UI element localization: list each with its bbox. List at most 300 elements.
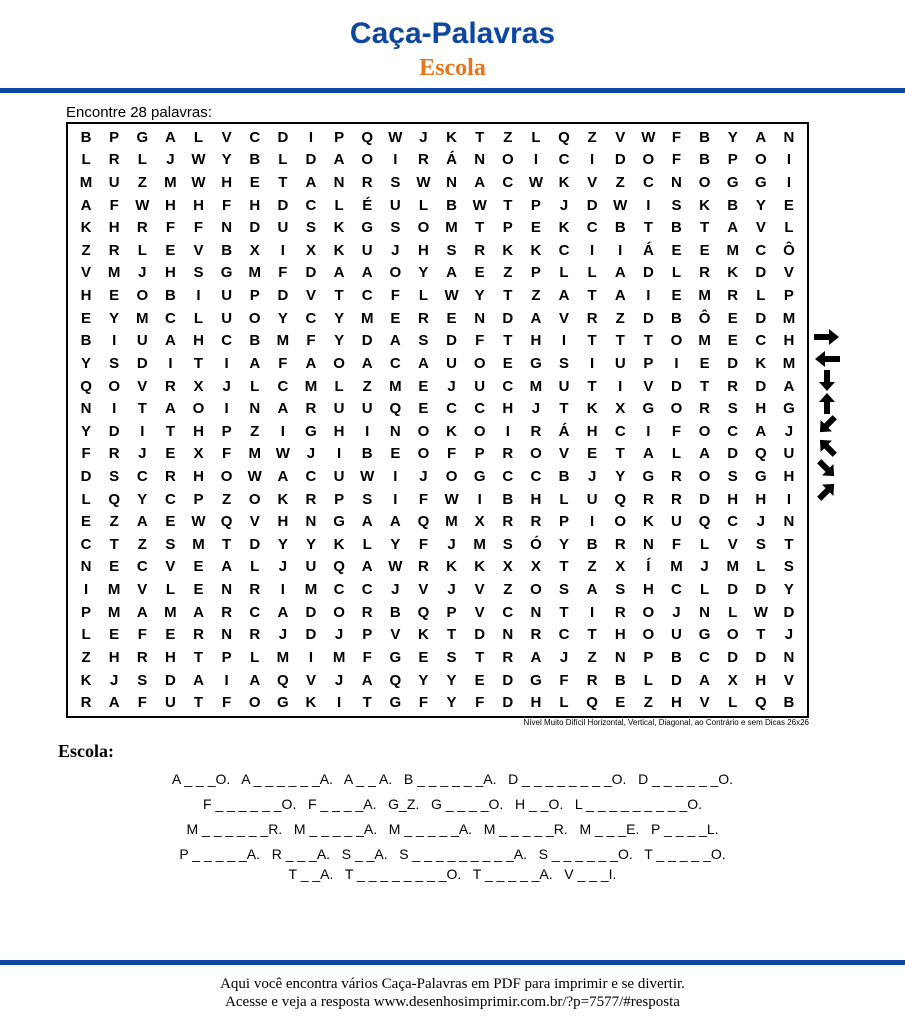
grid-cell[interactable]: H	[164, 648, 176, 666]
grid-cell[interactable]: D	[502, 694, 514, 712]
grid-cell[interactable]: O	[614, 513, 627, 531]
grid-cell[interactable]: T	[700, 377, 710, 395]
grid-cell[interactable]: G	[530, 671, 542, 689]
grid-cell[interactable]: C	[530, 468, 542, 486]
grid-cell[interactable]: R	[586, 309, 598, 327]
grid-cell[interactable]: O	[417, 219, 430, 237]
grid-cell[interactable]: F	[81, 445, 91, 463]
grid-cell[interactable]: A	[558, 287, 570, 305]
grid-cell[interactable]: C	[446, 400, 457, 418]
grid-cell[interactable]: J	[784, 626, 794, 644]
grid-cell[interactable]: J	[447, 535, 456, 553]
grid-cell[interactable]: I	[280, 241, 285, 259]
grid-cell[interactable]: R	[108, 241, 120, 259]
grid-cell[interactable]: I	[168, 354, 173, 372]
grid-cell[interactable]: G	[754, 468, 767, 486]
grid-cell[interactable]: R	[586, 671, 598, 689]
grid-cell[interactable]: E	[530, 219, 541, 237]
grid-cell[interactable]: L	[250, 377, 260, 395]
grid-cell[interactable]: T	[137, 400, 147, 418]
grid-cell[interactable]: T	[109, 535, 119, 553]
grid-cell[interactable]: C	[136, 468, 148, 486]
grid-cell[interactable]: T	[503, 196, 513, 214]
grid-cell[interactable]: H	[333, 422, 345, 440]
grid-cell[interactable]: V	[305, 671, 316, 689]
grid-cell[interactable]: J	[756, 513, 765, 531]
grid-cell[interactable]: B	[80, 332, 92, 350]
grid-cell[interactable]: G	[783, 400, 795, 418]
grid-cell[interactable]: P	[474, 445, 485, 463]
grid-cell[interactable]: N	[389, 422, 401, 440]
grid-cell[interactable]: I	[646, 422, 651, 440]
grid-cell[interactable]: K	[474, 558, 486, 576]
grid-cell[interactable]: A	[361, 671, 373, 689]
grid-cell[interactable]: I	[196, 287, 201, 305]
grid-cell[interactable]: B	[558, 468, 570, 486]
grid-cell[interactable]: W	[641, 128, 656, 146]
grid-cell[interactable]: Í	[646, 558, 651, 576]
grid-cell[interactable]: T	[587, 626, 597, 644]
grid-cell[interactable]: Q	[586, 694, 598, 712]
grid-cell[interactable]: C	[586, 219, 598, 237]
grid-cell[interactable]: N	[221, 219, 233, 237]
grid-cell[interactable]: J	[109, 671, 119, 689]
grid-cell[interactable]: B	[221, 241, 233, 259]
grid-cell[interactable]: Z	[531, 287, 541, 305]
grid-cell[interactable]: J	[531, 400, 541, 418]
grid-cell[interactable]: E	[418, 400, 429, 418]
grid-cell[interactable]: J	[306, 445, 316, 463]
grid-cell[interactable]: I	[224, 671, 229, 689]
grid-cell[interactable]: K	[699, 196, 710, 214]
grid-cell[interactable]: E	[81, 309, 92, 327]
grid-cell[interactable]: Z	[222, 490, 232, 508]
grid-cell[interactable]: Y	[305, 535, 316, 553]
grid-cell[interactable]: K	[558, 174, 570, 192]
grid-cell[interactable]: D	[586, 196, 598, 214]
grid-cell[interactable]: L	[559, 264, 569, 282]
grid-cell[interactable]: G	[698, 626, 711, 644]
grid-cell[interactable]: M	[726, 558, 739, 576]
grid-cell[interactable]: K	[727, 264, 739, 282]
grid-cell[interactable]: Z	[503, 581, 513, 599]
grid-cell[interactable]: R	[502, 445, 514, 463]
grid-cell[interactable]: W	[360, 468, 375, 486]
grid-cell[interactable]: R	[305, 490, 317, 508]
grid-cell[interactable]: L	[250, 558, 260, 576]
grid-cell[interactable]: T	[503, 287, 513, 305]
grid-cell[interactable]: B	[614, 219, 626, 237]
grid-cell[interactable]: S	[193, 264, 204, 282]
grid-cell[interactable]: T	[587, 332, 597, 350]
grid-cell[interactable]: P	[727, 151, 738, 169]
grid-cell[interactable]: U	[361, 400, 373, 418]
grid-cell[interactable]: O	[248, 309, 261, 327]
grid-cell[interactable]: I	[308, 648, 314, 666]
grid-cell[interactable]: Q	[417, 603, 430, 621]
grid-cell[interactable]: M	[332, 648, 346, 666]
grid-cell[interactable]: T	[475, 128, 485, 146]
grid-cell[interactable]: I	[533, 151, 538, 169]
grid-cell[interactable]: T	[165, 422, 175, 440]
grid-cell[interactable]: G	[333, 513, 345, 531]
grid-cell[interactable]: S	[390, 174, 401, 192]
grid-cell[interactable]: V	[81, 264, 92, 282]
grid-cell[interactable]: C	[305, 196, 317, 214]
grid-cell[interactable]: C	[80, 535, 92, 553]
grid-cell[interactable]: U	[671, 513, 682, 531]
grid-cell[interactable]: W	[388, 558, 403, 576]
grid-cell[interactable]: D	[277, 287, 289, 305]
grid-cell[interactable]: P	[334, 490, 345, 508]
grid-cell[interactable]: V	[615, 128, 626, 146]
grid-cell[interactable]: I	[786, 151, 792, 169]
grid-cell[interactable]: Y	[221, 151, 232, 169]
grid-cell[interactable]: D	[699, 490, 710, 508]
grid-cell[interactable]: F	[137, 694, 147, 712]
grid-cell[interactable]: L	[700, 535, 710, 553]
grid-cell[interactable]: R	[80, 694, 92, 712]
grid-cell[interactable]: L	[165, 581, 175, 599]
grid-cell[interactable]: Z	[643, 694, 653, 712]
grid-cell[interactable]: M	[276, 648, 290, 666]
grid-cell[interactable]: R	[418, 309, 429, 327]
grid-cell[interactable]: R	[164, 468, 176, 486]
grid-cell[interactable]: L	[418, 287, 429, 305]
grid-cell[interactable]: G	[220, 264, 233, 282]
grid-cell[interactable]: H	[193, 422, 204, 440]
grid-cell[interactable]: H	[502, 400, 514, 418]
grid-cell[interactable]: D	[474, 626, 486, 644]
grid-cell[interactable]: V	[587, 174, 598, 192]
grid-cell[interactable]: D	[502, 309, 514, 327]
grid-cell[interactable]: F	[193, 219, 204, 237]
grid-cell[interactable]: N	[614, 648, 626, 666]
grid-cell[interactable]: H	[755, 490, 767, 508]
grid-cell[interactable]: V	[559, 445, 570, 463]
grid-cell[interactable]: H	[108, 219, 120, 237]
grid-cell[interactable]: B	[249, 151, 261, 169]
grid-cell[interactable]: Z	[250, 422, 260, 440]
grid-cell[interactable]: C	[305, 309, 317, 327]
grid-cell[interactable]: S	[446, 648, 457, 666]
grid-cell[interactable]: H	[193, 332, 204, 350]
grid-cell[interactable]: M	[670, 558, 683, 576]
grid-cell[interactable]: R	[530, 422, 542, 440]
grid-cell[interactable]: Z	[615, 309, 625, 327]
grid-cell[interactable]: N	[249, 400, 261, 418]
grid-cell[interactable]: E	[81, 513, 92, 531]
grid-cell[interactable]: D	[249, 219, 261, 237]
grid-cell[interactable]: Q	[389, 671, 402, 689]
grid-cell[interactable]: Z	[587, 648, 597, 666]
grid-cell[interactable]: O	[220, 468, 233, 486]
grid-cell[interactable]: A	[361, 354, 373, 372]
grid-cell[interactable]: M	[276, 332, 290, 350]
grid-cell[interactable]: T	[587, 377, 597, 395]
grid-cell[interactable]: W	[275, 445, 290, 463]
grid-cell[interactable]: H	[164, 196, 176, 214]
grid-cell[interactable]: I	[83, 581, 89, 599]
grid-cell[interactable]: R	[221, 603, 233, 621]
grid-cell[interactable]: K	[446, 422, 457, 440]
grid-cell[interactable]: A	[164, 400, 176, 418]
grid-cell[interactable]: H	[80, 287, 92, 305]
grid-cell[interactable]: D	[755, 309, 767, 327]
grid-cell[interactable]: N	[333, 174, 345, 192]
grid-cell[interactable]: Y	[783, 581, 794, 599]
grid-cell[interactable]: A	[755, 422, 767, 440]
grid-cell[interactable]: E	[109, 287, 120, 305]
grid-cell[interactable]: I	[280, 581, 285, 599]
grid-cell[interactable]: A	[446, 264, 457, 282]
grid-cell[interactable]: L	[559, 490, 569, 508]
grid-cell[interactable]: D	[755, 648, 767, 666]
grid-cell[interactable]: H	[586, 422, 598, 440]
grid-cell[interactable]: C	[361, 287, 373, 305]
grid-cell[interactable]: O	[136, 287, 149, 305]
grid-cell[interactable]: D	[446, 332, 457, 350]
grid-cell[interactable]: O	[361, 151, 374, 169]
grid-cell[interactable]: Y	[109, 309, 120, 327]
grid-cell[interactable]: F	[165, 219, 175, 237]
grid-cell[interactable]: V	[221, 128, 232, 146]
grid-cell[interactable]: O	[698, 422, 711, 440]
grid-cell[interactable]: P	[334, 128, 345, 146]
grid-cell[interactable]: P	[643, 648, 654, 666]
grid-cell[interactable]: K	[755, 354, 767, 372]
grid-cell[interactable]: A	[193, 603, 204, 621]
grid-cell[interactable]: F	[418, 535, 429, 553]
grid-cell[interactable]: B	[502, 490, 514, 508]
grid-cell[interactable]: L	[81, 151, 91, 169]
grid-cell[interactable]: T	[475, 648, 485, 666]
grid-cell[interactable]: M	[79, 174, 93, 192]
grid-cell[interactable]: K	[586, 400, 598, 418]
grid-cell[interactable]: L	[756, 287, 766, 305]
grid-cell[interactable]: M	[698, 332, 711, 350]
grid-cell[interactable]: C	[699, 648, 710, 666]
grid-cell[interactable]: J	[334, 626, 344, 644]
grid-cell[interactable]: W	[528, 174, 543, 192]
grid-cell[interactable]: J	[419, 468, 428, 486]
grid-cell[interactable]: A	[305, 174, 317, 192]
grid-cell[interactable]: W	[388, 128, 403, 146]
grid-cell[interactable]: N	[783, 128, 795, 146]
grid-cell[interactable]: M	[782, 354, 796, 372]
grid-cell[interactable]: R	[502, 513, 514, 531]
grid-cell[interactable]: F	[475, 694, 485, 712]
grid-cell[interactable]: I	[646, 196, 651, 214]
grid-cell[interactable]: F	[418, 490, 429, 508]
grid-cell[interactable]: O	[248, 490, 261, 508]
grid-cell[interactable]: I	[224, 354, 229, 372]
grid-cell[interactable]: D	[671, 377, 682, 395]
grid-cell[interactable]: D	[305, 626, 317, 644]
grid-cell[interactable]: Z	[81, 241, 91, 259]
grid-cell[interactable]: L	[193, 309, 204, 327]
grid-cell[interactable]: F	[390, 287, 400, 305]
grid-cell[interactable]: D	[642, 309, 654, 327]
grid-cell[interactable]: E	[390, 445, 401, 463]
grid-cell[interactable]: Q	[80, 377, 92, 395]
grid-cell[interactable]: H	[755, 671, 767, 689]
grid-cell[interactable]: D	[277, 196, 289, 214]
grid-cell[interactable]: O	[530, 445, 542, 463]
grid-cell[interactable]: R	[108, 151, 120, 169]
grid-cell[interactable]: C	[249, 128, 261, 146]
grid-cell[interactable]: V	[783, 671, 794, 689]
grid-cell[interactable]: C	[305, 468, 317, 486]
grid-cell[interactable]: A	[193, 671, 204, 689]
grid-cell[interactable]: I	[140, 422, 145, 440]
grid-cell[interactable]: C	[558, 626, 570, 644]
grid-cell[interactable]: L	[334, 196, 344, 214]
grid-cell[interactable]: E	[671, 287, 682, 305]
grid-cell[interactable]: G	[530, 354, 542, 372]
grid-cell[interactable]: A	[108, 694, 120, 712]
grid-cell[interactable]: T	[784, 535, 794, 553]
grid-cell[interactable]: Y	[390, 535, 401, 553]
grid-cell[interactable]: T	[222, 535, 232, 553]
grid-cell[interactable]: U	[108, 174, 120, 192]
grid-cell[interactable]: K	[333, 535, 345, 553]
grid-cell[interactable]: R	[418, 151, 429, 169]
grid-cell[interactable]: O	[698, 174, 711, 192]
grid-cell[interactable]: B	[671, 219, 682, 237]
grid-cell[interactable]: J	[391, 241, 400, 259]
grid-cell[interactable]: H	[193, 196, 204, 214]
grid-cell[interactable]: M	[192, 535, 205, 553]
grid-cell[interactable]: Y	[277, 309, 288, 327]
grid-cell[interactable]: U	[558, 377, 570, 395]
grid-cell[interactable]: R	[136, 219, 148, 237]
grid-cell[interactable]: N	[80, 558, 92, 576]
grid-cell[interactable]: V	[193, 241, 204, 259]
grid-cell[interactable]: M	[164, 174, 177, 192]
grid-cell[interactable]: W	[444, 490, 459, 508]
grid-cell[interactable]: I	[393, 468, 398, 486]
grid-cell[interactable]: H	[642, 581, 654, 599]
grid-cell[interactable]: J	[447, 377, 456, 395]
grid-cell[interactable]: W	[191, 151, 206, 169]
grid-cell[interactable]: G	[305, 422, 317, 440]
grid-cell[interactable]: A	[614, 287, 626, 305]
grid-cell[interactable]: V	[474, 581, 485, 599]
grid-cell[interactable]: T	[756, 626, 766, 644]
grid-cell[interactable]: S	[559, 354, 570, 372]
grid-cell[interactable]: Ô	[698, 309, 711, 327]
grid-cell[interactable]: A	[699, 671, 710, 689]
grid-cell[interactable]: X	[530, 558, 541, 576]
grid-cell[interactable]: A	[530, 648, 542, 666]
grid-cell[interactable]: T	[700, 219, 710, 237]
grid-cell[interactable]: D	[249, 535, 261, 553]
grid-cell[interactable]: I	[786, 490, 792, 508]
grid-cell[interactable]: N	[474, 151, 486, 169]
grid-cell[interactable]: B	[783, 694, 795, 712]
grid-cell[interactable]: D	[108, 422, 120, 440]
grid-cell[interactable]: I	[561, 332, 567, 350]
grid-cell[interactable]: L	[362, 535, 372, 553]
grid-cell[interactable]: J	[587, 468, 597, 486]
grid-cell[interactable]: O	[642, 626, 655, 644]
grid-cell[interactable]: U	[783, 445, 795, 463]
grid-cell[interactable]: I	[112, 332, 117, 350]
grid-cell[interactable]: F	[222, 445, 232, 463]
grid-cell[interactable]: O	[530, 581, 542, 599]
grid-cell[interactable]: C	[164, 490, 176, 508]
grid-cell[interactable]: D	[614, 151, 626, 169]
grid-cell[interactable]: R	[642, 490, 654, 508]
grid-cell[interactable]: J	[138, 445, 147, 463]
grid-cell[interactable]: F	[278, 264, 288, 282]
grid-cell[interactable]: O	[670, 332, 683, 350]
grid-cell[interactable]: J	[166, 151, 175, 169]
grid-cell[interactable]: C	[671, 581, 682, 599]
grid-cell[interactable]: L	[137, 151, 147, 169]
grid-cell[interactable]: Q	[361, 128, 374, 146]
grid-cell[interactable]: T	[193, 354, 204, 372]
grid-cell[interactable]: D	[755, 377, 767, 395]
grid-cell[interactable]: C	[333, 581, 345, 599]
grid-cell[interactable]: N	[642, 535, 654, 553]
grid-cell[interactable]: Q	[417, 513, 430, 531]
grid-cell[interactable]: C	[221, 332, 233, 350]
grid-cell[interactable]: C	[389, 354, 401, 372]
grid-cell[interactable]: R	[164, 377, 176, 395]
grid-cell[interactable]: P	[530, 264, 541, 282]
grid-cell[interactable]: N	[783, 513, 795, 531]
grid-cell[interactable]: W	[135, 196, 150, 214]
grid-cell[interactable]: E	[474, 671, 485, 689]
grid-cell[interactable]: R	[699, 264, 710, 282]
grid-cell[interactable]: M	[360, 309, 374, 327]
grid-cell[interactable]: A	[249, 671, 261, 689]
grid-cell[interactable]: F	[475, 332, 485, 350]
grid-cell[interactable]: R	[361, 603, 373, 621]
grid-cell[interactable]: A	[221, 558, 233, 576]
grid-cell[interactable]: S	[783, 558, 794, 576]
grid-cell[interactable]: L	[250, 648, 260, 666]
grid-cell[interactable]: J	[138, 264, 147, 282]
grid-cell[interactable]: E	[249, 174, 260, 192]
grid-cell[interactable]: U	[164, 694, 176, 712]
grid-cell[interactable]: Z	[587, 558, 597, 576]
grid-cell[interactable]: X	[249, 241, 260, 259]
grid-cell[interactable]: E	[165, 445, 176, 463]
grid-cell[interactable]: M	[389, 377, 402, 395]
grid-cell[interactable]: L	[334, 377, 344, 395]
grid-cell[interactable]: K	[642, 513, 654, 531]
grid-cell[interactable]: W	[613, 196, 628, 214]
grid-cell[interactable]: I	[590, 241, 595, 259]
grid-cell[interactable]: S	[559, 581, 570, 599]
grid-cell[interactable]: O	[333, 603, 345, 621]
grid-cell[interactable]: T	[475, 219, 485, 237]
grid-cell[interactable]: O	[333, 354, 345, 372]
grid-cell[interactable]: K	[277, 490, 289, 508]
grid-cell[interactable]: E	[727, 332, 738, 350]
grid-cell[interactable]: D	[305, 264, 317, 282]
grid-cell[interactable]: B	[671, 648, 682, 666]
grid-cell[interactable]: C	[727, 422, 739, 440]
grid-cell[interactable]: E	[474, 264, 485, 282]
grid-cell[interactable]: A	[586, 581, 598, 599]
grid-cell[interactable]: W	[444, 287, 459, 305]
grid-cell[interactable]: L	[728, 603, 738, 621]
grid-cell[interactable]: K	[446, 128, 457, 146]
